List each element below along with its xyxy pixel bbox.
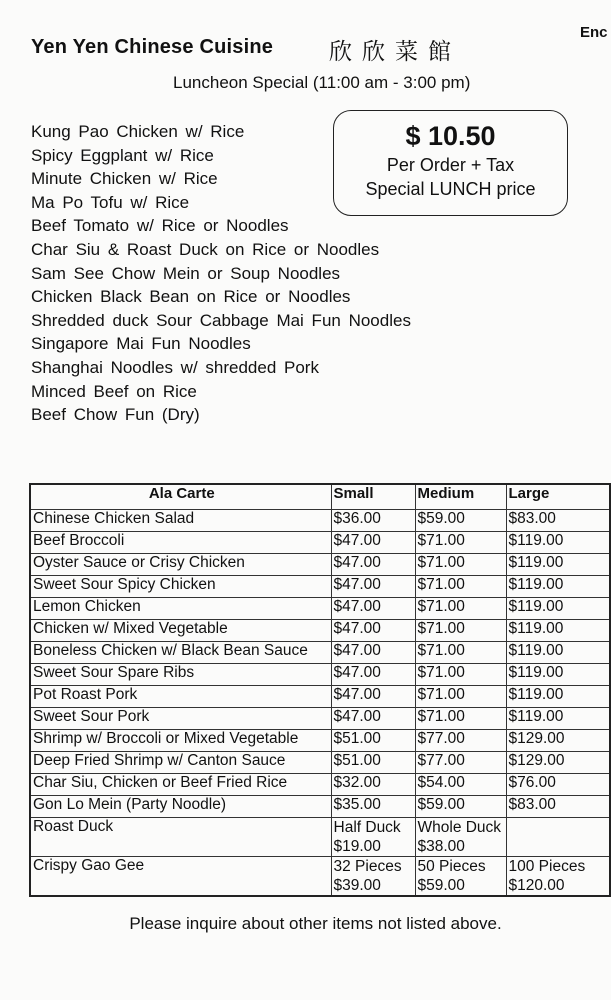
corner-text: Enc [580,24,608,41]
large-price: $119.00 [506,598,610,620]
medium-price: $71.00 [415,576,506,598]
lunch-price-box [333,110,568,216]
header-large: Large [506,484,610,510]
price-note: Per Order + Tax [386,155,515,175]
footer-text: Please inquire about other items not listed above. [129,914,502,933]
table-row [30,576,610,598]
lunch-item: Beef Chow Fun (Dry) [31,405,200,425]
table-row [30,708,610,730]
medium-price [415,818,506,857]
small-price: $47.00 [331,576,415,598]
medium-price: $71.00 [415,642,506,664]
dish-name: Boneless Chicken w/ Black Bean Sauce [30,642,331,664]
medium-price: $71.00 [415,532,506,554]
price: $59.00 [417,877,465,894]
qty: 50 Pieces [417,858,486,875]
dish-name: Lemon Chicken [30,598,331,620]
lunch-item: Minced Beef on Rice [31,381,197,401]
small-price: $47.00 [331,620,415,642]
table-row [30,857,610,897]
small-price: $47.00 [331,554,415,576]
medium-price: $71.00 [415,664,506,686]
medium-price: $59.00 [415,510,506,532]
large-price: $83.00 [506,796,610,818]
medium-price: $71.00 [415,620,506,642]
dish-name: Oyster Sauce or Crisy Chicken [30,554,331,576]
medium-price: $77.00 [415,730,506,752]
large-price [506,857,610,897]
header-medium: Medium [415,484,506,510]
qty: 100 Pieces [508,858,586,875]
dish-name: Sweet Sour Pork [30,708,331,730]
dish-name: Char Siu, Chicken or Beef Fried Rice [30,774,331,796]
table-row [30,730,610,752]
lunch-item: Chicken Black Bean on Rice or Noodles [31,287,351,307]
dish-name: Chinese Chicken Salad [30,510,331,532]
small-price: $47.00 [331,708,415,730]
header-ala-carte: Ala Carte [30,484,331,510]
small-price: $35.00 [331,796,415,818]
large-price: $119.00 [506,664,610,686]
lunch-item: Char Siu & Roast Duck on Rice or Noodles [31,239,380,259]
table-row [30,532,610,554]
medium-price: $54.00 [415,774,506,796]
small-price: $32.00 [331,774,415,796]
dish-name: Crispy Gao Gee [30,857,331,897]
small-price: $36.00 [331,510,415,532]
small-price: $47.00 [331,642,415,664]
table-row [30,620,610,642]
small-price: $47.00 [331,532,415,554]
dish-name: Sweet Sour Spare Ribs [30,664,331,686]
large-price: $129.00 [506,730,610,752]
dish-name: Gon Lo Mein (Party Noodle) [30,796,331,818]
small-price [331,818,415,857]
dish-name: Roast Duck [30,818,331,857]
lunch-item: Minute Chicken w/ Rice [31,169,218,189]
medium-price [415,857,506,897]
lunch-item: Shredded duck Sour Cabbage Mai Fun Noodles [31,310,411,330]
ala-carte-body [30,510,610,897]
table-row [30,598,610,620]
large-price [506,818,610,857]
table-row [30,818,610,857]
price: $38.00 [417,838,465,855]
qty: 32 Pieces [333,858,402,875]
price: $120.00 [508,877,565,894]
luncheon-subtitle: Luncheon Special (11:00 am - 3:00 pm) [173,73,471,92]
small-price: $47.00 [331,686,415,708]
large-price: $119.00 [506,554,610,576]
dish-name: Chicken w/ Mixed Vegetable [30,620,331,642]
table-row [30,752,610,774]
dish-name: Pot Roast Pork [30,686,331,708]
restaurant-title: Yen Yen Chinese Cuisine [31,36,274,58]
lunch-price: $ 10.50 [405,121,496,151]
medium-price: $71.00 [415,598,506,620]
ala-carte-table [29,483,611,897]
lunch-item: Sam See Chow Mein or Soup Noodles [31,263,341,283]
small-price: $47.00 [331,664,415,686]
large-price: $83.00 [506,510,610,532]
medium-price: $71.00 [415,686,506,708]
dish-name: Shrimp w/ Broccoli or Mixed Vegetable [30,730,331,752]
lunch-item: Singapore Mai Fun Noodles [31,334,251,354]
footer-note [0,914,611,934]
table-row [30,664,610,686]
table-row [30,554,610,576]
header-small: Small [331,484,415,510]
large-price: $129.00 [506,752,610,774]
table-row [30,774,610,796]
table-row [30,510,610,532]
price-label: Special LUNCH price [365,179,536,199]
medium-price: $71.00 [415,554,506,576]
price: $19.00 [333,838,381,855]
medium-price: $77.00 [415,752,506,774]
small-price: $51.00 [331,752,415,774]
large-price: $119.00 [506,532,610,554]
dish-name: Beef Broccoli [30,532,331,554]
lunch-item: Beef Tomato w/ Rice or Noodles [31,216,289,236]
table-row [30,686,610,708]
large-price: $119.00 [506,642,610,664]
large-price: $119.00 [506,686,610,708]
large-price: $119.00 [506,620,610,642]
lunch-item: Kung Pao Chicken w/ Rice [31,122,245,141]
large-price: $76.00 [506,774,610,796]
small-price [331,857,415,897]
lunch-item: Spicy Eggplant w/ Rice [31,145,214,165]
price: $39.00 [333,877,381,894]
qty: Whole Duck [417,819,502,836]
lunch-item: Shanghai Noodles w/ shredded Pork [31,357,319,377]
table-row [30,796,610,818]
dish-name: Sweet Sour Spicy Chicken [30,576,331,598]
small-price: $51.00 [331,730,415,752]
small-price: $47.00 [331,598,415,620]
dish-name: Deep Fried Shrimp w/ Canton Sauce [30,752,331,774]
medium-price: $71.00 [415,708,506,730]
large-price: $119.00 [506,576,610,598]
qty: Half Duck [333,819,401,836]
table-row [30,642,610,664]
large-price: $119.00 [506,708,610,730]
medium-price: $59.00 [415,796,506,818]
lunch-item: Ma Po Tofu w/ Rice [31,192,190,212]
table-header-row [30,484,610,510]
restaurant-chinese-title: 欣欣菜館 [329,39,461,65]
